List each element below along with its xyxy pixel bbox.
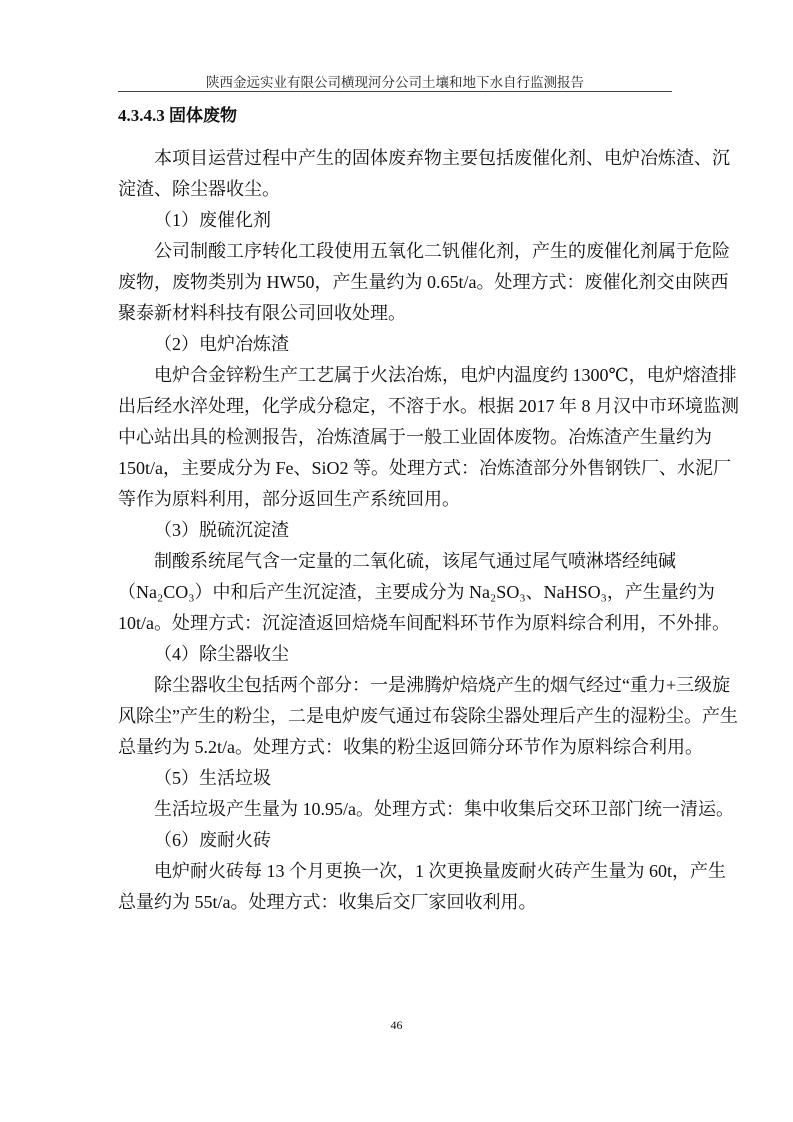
document-body bbox=[118, 139, 739, 918]
paragraph bbox=[118, 360, 739, 515]
text-line: （4）除尘器收尘 bbox=[154, 644, 289, 664]
text-line: （6）废耐火砖 bbox=[154, 830, 271, 850]
text-line: （Na₂CO₃）中和后产生沉淀渣，主要成分为 Na₂SO₃、NaHSO₃，产生量约为 bbox=[118, 582, 715, 602]
section-heading: 4.3.4.3 固体废物 bbox=[118, 106, 237, 125]
page-number: 46 bbox=[390, 1018, 403, 1032]
running-header: 陕西金远实业有限公司横现河分公司土壤和地下水自行监测报告 bbox=[206, 75, 584, 90]
paragraph bbox=[118, 546, 730, 639]
text-line: 聚泰新材料科技有限公司回收处理。 bbox=[118, 303, 406, 323]
subheading bbox=[118, 639, 672, 670]
subheading bbox=[118, 205, 672, 236]
text-line: 电炉合金锌粉生产工艺属于火法冶炼，电炉内温度约 1300℃，电炉熔渣排 bbox=[154, 365, 737, 385]
text-line: 风除尘”产生的粉尘，二是电炉废气通过布袋除尘器处理后产生的湿粉尘。产生 bbox=[118, 706, 738, 726]
text-line: 公司制酸工序转化工段使用五氧化二钒催化剂，产生的废催化剂属于危险 bbox=[154, 241, 730, 261]
text-line: （1）废催化剂 bbox=[154, 210, 271, 230]
text-line: （3）脱硫沉淀渣 bbox=[154, 520, 289, 540]
subheading bbox=[118, 825, 672, 856]
paragraph bbox=[118, 236, 730, 329]
text-line: 总量约为 55t/a。处理方式：收集后交厂家回收利用。 bbox=[118, 892, 537, 912]
text-line: 废物，废物类别为 HW50，产生量约为 0.65t/a。处理方式：废催化剂交由陕西 bbox=[118, 272, 729, 292]
text-line: 除尘器收尘包括两个部分：一是沸腾炉焙烧产生的烟气经过“重力+三级旋 bbox=[154, 675, 731, 695]
text-line: 中心站出具的检测报告，冶炼渣属于一般工业固体废物。冶炼渣产生量约为 bbox=[118, 427, 712, 447]
text-line: 150t/a，主要成分为 Fe、SiO2 等。处理方式：冶炼渣部分外售钢铁厂、水泥厂 bbox=[118, 458, 731, 478]
paragraph bbox=[118, 143, 730, 205]
text-line: （2）电炉冶炼渣 bbox=[154, 334, 289, 354]
paragraph bbox=[118, 670, 738, 763]
text-line: 本项目运营过程中产生的固体废弃物主要包括废催化剂、电炉冶炼渣、沉 bbox=[154, 148, 730, 168]
paragraph bbox=[118, 856, 726, 918]
text-line: 10t/a。处理方式：沉淀渣返回焙烧车间配料环节作为原料综合利用，不外排。 bbox=[118, 613, 730, 633]
text-line: 总量约为 5.2t/a。处理方式：收集的粉尘返回筛分环节作为原料综合利用。 bbox=[118, 737, 703, 757]
text-line: （5）生活垃圾 bbox=[154, 768, 271, 788]
text-line: 制酸系统尾气含一定量的二氧化硫，该尾气通过尾气喷淋塔经纯碱 bbox=[154, 551, 676, 571]
header-rule bbox=[118, 91, 672, 92]
subheading bbox=[118, 515, 672, 546]
text-line: 出后经水淬处理，化学成分稳定，不溶于水。根据 2017 年 8 月汉中市环境监测 bbox=[118, 396, 739, 416]
subheading bbox=[118, 329, 672, 360]
text-line: 电炉耐火砖每 13 个月更换一次，1 次更换量废耐火砖产生量为 60t，产生 bbox=[154, 861, 726, 881]
text-line: 生活垃圾产生量为 10.95/a。处理方式：集中收集后交环卫部门统一清运。 bbox=[154, 799, 734, 819]
subheading bbox=[118, 763, 672, 794]
text-line: 等作为原料利用，部分返回生产系统回用。 bbox=[118, 489, 460, 509]
paragraph bbox=[118, 794, 734, 825]
text-line: 淀渣、除尘器收尘。 bbox=[118, 179, 280, 199]
